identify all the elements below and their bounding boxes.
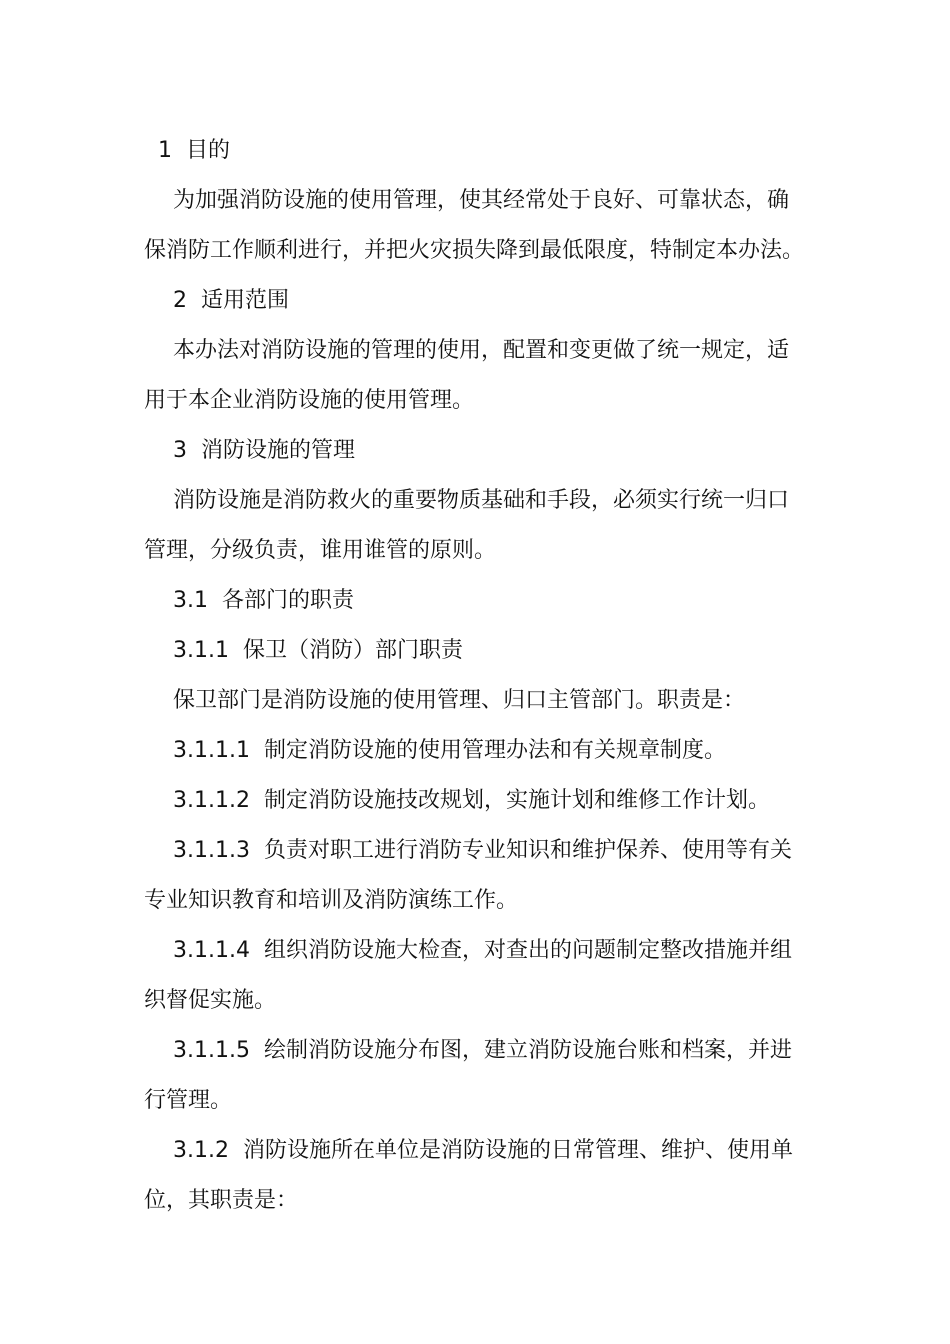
line-text: 保消防工作顺利进行，并把火灾损失降到最低限度，特制定本办法。 [144, 238, 805, 263]
section-title: 保卫（消防）部门职责 [242, 638, 463, 663]
paragraph-line [144, 676, 810, 726]
item-number: 3.1.1.1 [173, 738, 250, 763]
section-heading [144, 126, 810, 176]
section-title: 消防设施所在单位是消防设施的日常管理、维护、使用单 [242, 1138, 793, 1163]
paragraph-line [144, 176, 810, 226]
paragraph-line [144, 376, 810, 426]
line-text: 为加强消防设施的使用管理，使其经常处于良好、可靠状态，确 [173, 188, 790, 213]
section-heading [144, 276, 810, 326]
line-text: 行管理。 [144, 1088, 233, 1113]
line-text: 位，其职责是： [144, 1188, 299, 1213]
line-text: 保卫部门是消防设施的使用管理、归口主管部门。职责是： [173, 688, 746, 713]
list-item [144, 726, 810, 776]
section-heading [144, 426, 810, 476]
item-text: 组织消防设施大检查，对查出的问题制定整改措施并组 [263, 938, 792, 963]
section-title: 适用范围 [201, 288, 290, 313]
item-number: 3.1.1.2 [173, 788, 250, 813]
item-number: 3.1.1.3 [173, 838, 250, 863]
list-item [144, 1026, 810, 1076]
document-body [144, 126, 810, 1226]
item-text: 制定消防设施的使用管理办法和有关规章制度。 [263, 738, 726, 763]
section-title: 消防设施的管理 [201, 438, 356, 463]
line-text: 管理，分级负责，谁用谁管的原则。 [144, 538, 497, 563]
section-title: 目的 [186, 138, 231, 163]
line-text: 专业知识教育和培训及消防演练工作。 [144, 888, 519, 913]
section-number: 3.1.1 [173, 638, 229, 663]
section-number: 3.1 [173, 588, 208, 613]
item-text: 绘制消防设施分布图，建立消防设施台账和档案，并进 [263, 1038, 792, 1063]
line-text: 消防设施是消防救火的重要物质基础和手段，必须实行统一归口 [173, 488, 790, 513]
subsection-heading [144, 1126, 810, 1176]
paragraph-line [144, 876, 810, 926]
subsection-heading [144, 576, 810, 626]
section-number: 3 [173, 438, 187, 463]
paragraph-line [144, 1076, 810, 1126]
paragraph-line [144, 226, 810, 276]
paragraph-line [144, 1176, 810, 1226]
list-item [144, 926, 810, 976]
paragraph-line [144, 526, 810, 576]
section-title: 各部门的职责 [222, 588, 355, 613]
item-number: 3.1.1.5 [173, 1038, 250, 1063]
section-number: 2 [173, 288, 187, 313]
paragraph-line [144, 326, 810, 376]
line-text: 用于本企业消防设施的使用管理。 [144, 388, 475, 413]
item-number: 3.1.1.4 [173, 938, 250, 963]
subsection-heading [144, 626, 810, 676]
item-text: 负责对职工进行消防专业知识和维护保养、使用等有关 [263, 838, 792, 863]
section-number: 3.1.2 [173, 1138, 229, 1163]
section-number: 1 [158, 138, 172, 163]
line-text: 织督促实施。 [144, 988, 277, 1013]
paragraph-line [144, 476, 810, 526]
list-item [144, 776, 810, 826]
list-item [144, 826, 810, 876]
item-text: 制定消防设施技改规划，实施计划和维修工作计划。 [263, 788, 770, 813]
paragraph-line [144, 976, 810, 1026]
line-text: 本办法对消防设施的管理的使用，配置和变更做了统一规定，适 [173, 338, 790, 363]
